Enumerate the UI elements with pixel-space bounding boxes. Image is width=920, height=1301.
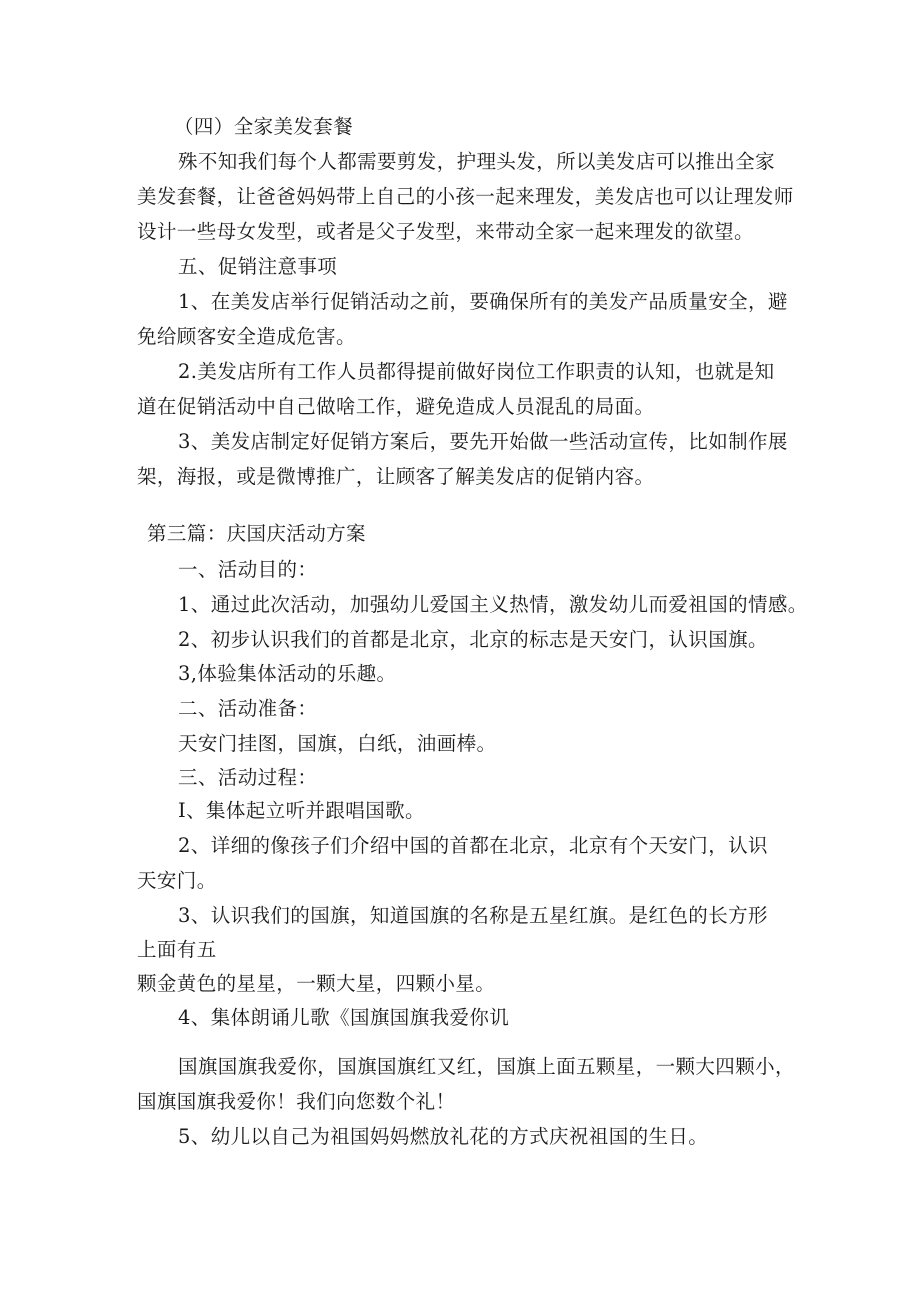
section4-heading: （四）全家美发套餐: [174, 115, 354, 138]
step-4: 4、集体朗诵儿歌《国旗国旗我爱你讥: [178, 1006, 510, 1029]
section5-item3-line1: 3、美发店制定好促销方案后，要先开始做一些活动宣传，比如制作展: [178, 430, 788, 453]
section5-item1-line1: 1、在美发店举行促销活动之前，要确保所有的美发产品质量安全，避: [178, 290, 788, 313]
section5-heading: 五、促销注意事项: [178, 255, 338, 278]
goal-item-3: 3,体验集体活动的乐趣。: [178, 662, 397, 685]
process-heading: 三、活动过程：: [178, 766, 318, 789]
section5-item1-line2: 免给顾客安全造成危害。: [137, 325, 356, 348]
section4-para-line3: 设计一些母女发型，或者是父子发型，来带动全家一起来理发的欲望。: [137, 220, 754, 243]
section5-item2-line2: 道在促销活动中自己做啥工作，避免造成人员混乱的局面。: [137, 395, 655, 418]
step-3-line2: 上面有五: [137, 938, 217, 961]
step-2-line2: 天安门。: [137, 869, 217, 892]
prep-text: 天安门挂图，国旗，白纸，油画棒。: [178, 732, 497, 755]
section5-item3-line2: 架，海报，或是微博推广，让顾客了解美发店的促销内容。: [137, 465, 655, 488]
section4-para-line2: 美发套餐，让爸爸妈妈带上自己的小孩一起来理发，美发店也可以让理发师: [137, 185, 794, 208]
poem-line1: 国旗国旗我爱你，国旗国旗红又红，国旗上面五颗星，一颗大四颗小，: [178, 1055, 795, 1078]
step-3-line1: 3、认识我们的国旗，知道国旗的名称是五星红旗。是红色的长方形: [178, 904, 768, 927]
goal-item-1: 1、通过此次活动，加强幼儿爱国主义热情，激发幼儿而爱祖国的情感。: [178, 593, 808, 616]
section4-para-line1: 殊不知我们每个人都需要剪发，护理头发，所以美发店可以推出全家: [178, 150, 776, 173]
goal-item-2: 2、初步认识我们的首都是北京，北京的标志是天安门，认识国旗。: [178, 628, 768, 651]
part3-title: 第三篇：庆国庆活动方案: [147, 522, 366, 545]
step-3-line3: 颗金黄色的星星，一颗大星，四颗小星。: [137, 972, 496, 995]
step-2-line1: 2、详细的像孩子们介绍中国的首都在北京，北京有个天安门，认识: [178, 834, 768, 857]
poem-line2: 国旗国旗我爱你！我们向您数个礼！: [137, 1090, 456, 1113]
step-1: I、集体起立听并跟唱国歌。: [178, 799, 425, 822]
prep-heading: 二、活动准备：: [178, 697, 318, 720]
goal-heading: 一、活动目的：: [178, 558, 318, 581]
step-5: 5、幼儿以自己为祖国妈妈燃放礼花的方式庆祝祖国的生日。: [178, 1125, 709, 1148]
section5-item2-line1: 2.美发店所有工作人员都得提前做好岗位工作职责的认知，也就是知: [178, 360, 775, 383]
